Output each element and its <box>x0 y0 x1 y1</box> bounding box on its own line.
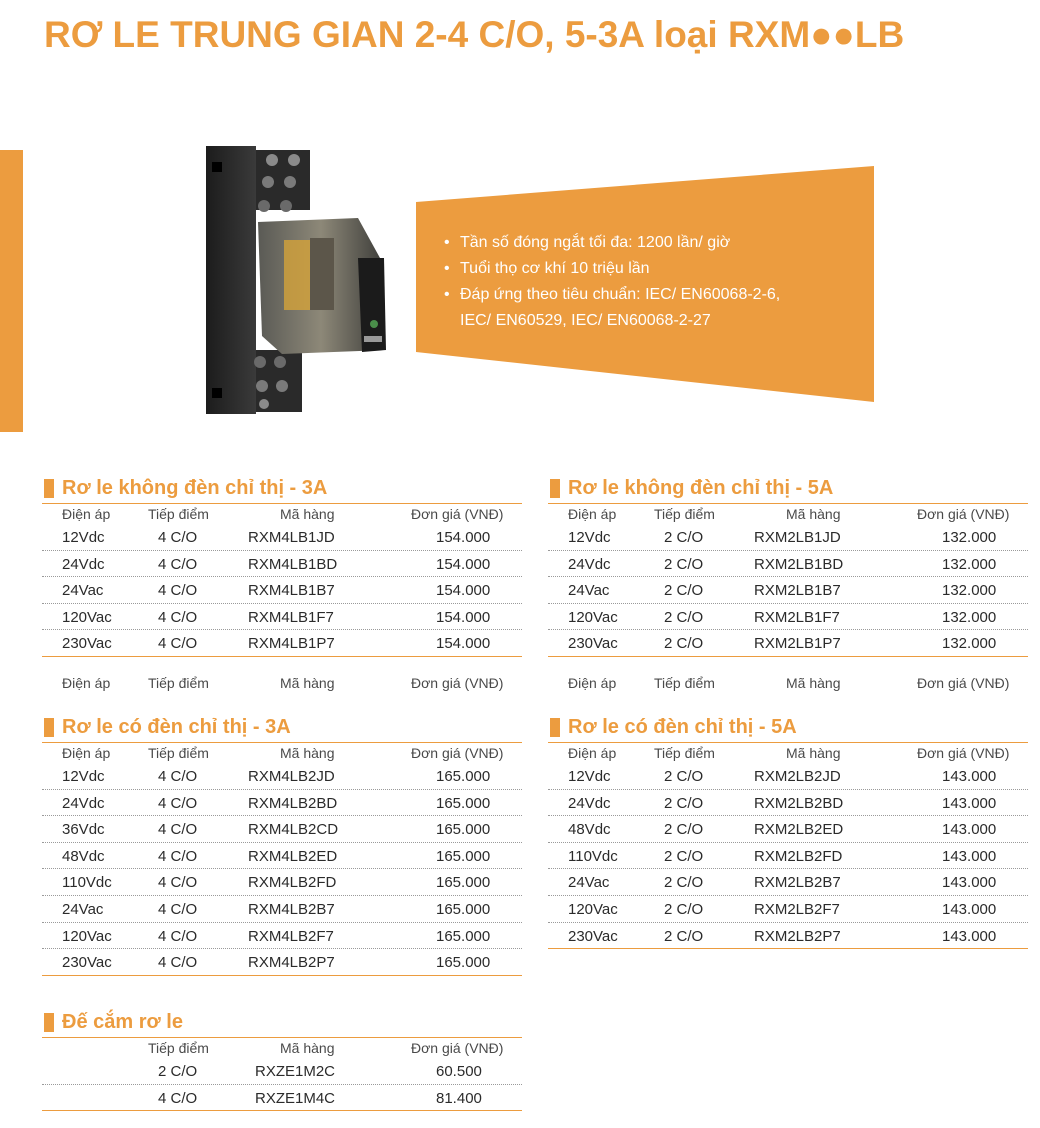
relay-product-image <box>198 140 394 420</box>
voltage-cell: 12Vdc <box>568 768 611 785</box>
side-accent-bar <box>0 150 23 432</box>
voltage-cell: 24Vac <box>62 900 104 918</box>
table-row <box>548 923 1028 950</box>
table-row <box>548 843 1028 870</box>
contacts-cell: 2 C/O <box>664 635 704 653</box>
voltage-cell: 48Vdc <box>568 821 611 839</box>
price-cell: 165.000 <box>436 768 491 785</box>
table-row <box>548 896 1028 923</box>
code-cell: RXM4LB1B7 <box>248 582 335 600</box>
code-cell: RXM2LB1F7 <box>754 608 840 626</box>
voltage-cell: 230Vac <box>62 635 112 653</box>
table-header: Điện áp Tiếp điểm Mã hàng Đơn giá (VNĐ) <box>62 745 504 761</box>
contacts-cell: 4 C/O <box>158 794 198 812</box>
price-cell: 60.500 <box>436 1063 482 1080</box>
code-cell: RXM4LB1F7 <box>248 608 334 626</box>
feature-item: • Đáp ứng theo tiêu chuẩn: IEC/ EN60068-2-6, <box>444 282 780 308</box>
code-cell: RXM2LB1BD <box>754 555 844 573</box>
section-heading: Rơ le có đèn chỉ thị - 3A <box>42 715 522 739</box>
table-body <box>42 1058 522 1111</box>
section-marker <box>44 718 54 737</box>
voltage-cell: 120Vac <box>568 608 618 626</box>
code-cell: RXM2LB2JD <box>754 768 841 785</box>
table-body <box>548 524 1028 657</box>
contacts-cell: 4 C/O <box>158 1089 198 1107</box>
table-row <box>42 524 522 551</box>
table-header: Tiếp điểm Mã hàng Đơn giá (VNĐ) <box>148 1040 504 1056</box>
table-row <box>548 577 1028 604</box>
code-cell: RXM4LB1P7 <box>248 635 335 653</box>
contacts-cell: 2 C/O <box>664 847 704 865</box>
table-row <box>548 524 1028 551</box>
table-socket <box>42 1010 522 1111</box>
contacts-cell: 2 C/O <box>664 555 704 573</box>
price-cell: 154.000 <box>436 608 491 626</box>
price-cell: 132.000 <box>942 608 997 626</box>
contacts-cell: 2 C/O <box>664 794 704 812</box>
price-cell: 154.000 <box>436 529 491 546</box>
table-led-3a <box>42 715 522 976</box>
voltage-cell: 120Vac <box>62 608 112 626</box>
contacts-cell: 2 C/O <box>664 874 704 892</box>
voltage-cell: 110Vdc <box>568 847 618 865</box>
table-row <box>42 869 522 896</box>
table-led-5a <box>548 715 1028 949</box>
table-row <box>42 630 522 657</box>
price-cell: 143.000 <box>942 900 997 918</box>
price-cell: 154.000 <box>436 582 491 600</box>
price-cell: 143.000 <box>942 768 997 785</box>
table-row <box>42 843 522 870</box>
code-cell: RXM2LB2P7 <box>754 927 841 945</box>
contacts-cell: 2 C/O <box>664 900 704 918</box>
code-cell: RXM4LB2F7 <box>248 927 334 945</box>
section-heading: Rơ le không đèn chỉ thị - 5A <box>548 476 1028 500</box>
table-header: Điện áp Tiếp điểm Mã hàng Đơn giá (VNĐ) <box>62 675 504 691</box>
contacts-cell: 4 C/O <box>158 635 198 653</box>
contacts-cell: 4 C/O <box>158 821 198 839</box>
table-row <box>42 551 522 578</box>
feature-item-continued: IEC/ EN60529, IEC/ EN60068-2-27 <box>460 312 711 329</box>
table-body <box>42 524 522 657</box>
table-row <box>42 923 522 950</box>
page-title: RƠ LE TRUNG GIAN 2-4 C/O, 5-3A loại RXM●●LB <box>44 14 905 55</box>
contacts-cell: 4 C/O <box>158 874 198 892</box>
price-cell: 143.000 <box>942 794 997 812</box>
features-banner <box>416 166 876 402</box>
code-cell: RXM2LB2F7 <box>754 900 840 918</box>
table-no-led-5a <box>548 476 1028 657</box>
price-cell: 154.000 <box>436 555 491 573</box>
code-cell: RXM4LB1BD <box>248 555 338 573</box>
voltage-cell: 24Vdc <box>568 794 611 812</box>
table-row <box>42 1085 522 1112</box>
contacts-cell: 2 C/O <box>664 582 704 600</box>
contacts-cell: 4 C/O <box>158 927 198 945</box>
voltage-cell: 36Vdc <box>62 821 105 839</box>
table-row <box>42 790 522 817</box>
table-header: Điện áp Tiếp điểm Mã hàng Đơn giá (VNĐ) <box>568 506 1010 522</box>
contacts-cell: 2 C/O <box>664 529 704 546</box>
table-row <box>548 604 1028 631</box>
table-row <box>42 604 522 631</box>
features-list <box>444 230 780 334</box>
code-cell: RXM4LB2ED <box>248 847 338 865</box>
table-body <box>42 763 522 976</box>
code-cell: RXM4LB2P7 <box>248 954 335 972</box>
table-header: Điện áp Tiếp điểm Mã hàng Đơn giá (VNĐ) <box>568 745 1010 761</box>
code-cell: RXM2LB1JD <box>754 529 841 546</box>
contacts-cell: 4 C/O <box>158 582 198 600</box>
contacts-cell: 4 C/O <box>158 847 198 865</box>
contacts-cell: 4 C/O <box>158 954 198 972</box>
voltage-cell: 230Vac <box>62 954 112 972</box>
table-row <box>548 630 1028 657</box>
contacts-cell: 2 C/O <box>664 768 704 785</box>
table-body <box>548 763 1028 949</box>
contacts-cell: 2 C/O <box>664 821 704 839</box>
bullet-icon: • <box>444 234 450 251</box>
price-cell: 143.000 <box>942 874 997 892</box>
bullet-icon: • <box>444 260 450 277</box>
price-cell: 165.000 <box>436 900 491 918</box>
section-heading: Rơ le không đèn chỉ thị - 3A <box>42 476 522 500</box>
contacts-cell: 4 C/O <box>158 900 198 918</box>
price-cell: 132.000 <box>942 529 997 546</box>
code-cell: RXM4LB2B7 <box>248 900 335 918</box>
price-cell: 165.000 <box>436 794 491 812</box>
contacts-cell: 4 C/O <box>158 768 198 785</box>
section-marker <box>550 479 560 498</box>
code-cell: RXM2LB2B7 <box>754 874 841 892</box>
price-cell: 81.400 <box>436 1089 482 1107</box>
voltage-cell: 24Vdc <box>62 794 105 812</box>
voltage-cell: 120Vac <box>62 927 112 945</box>
price-cell: 143.000 <box>942 927 997 945</box>
price-cell: 132.000 <box>942 635 997 653</box>
price-cell: 165.000 <box>436 927 491 945</box>
voltage-cell: 230Vac <box>568 635 618 653</box>
voltage-cell: 24Vdc <box>568 555 611 573</box>
price-cell: 165.000 <box>436 874 491 892</box>
table-row <box>42 577 522 604</box>
table-row <box>548 790 1028 817</box>
section-heading: Rơ le có đèn chỉ thị - 5A <box>548 715 1028 739</box>
section-marker <box>550 718 560 737</box>
bullet-icon: • <box>444 286 450 303</box>
price-cell: 154.000 <box>436 635 491 653</box>
price-cell: 165.000 <box>436 821 491 839</box>
code-cell: RXM2LB2BD <box>754 794 844 812</box>
table-row <box>42 816 522 843</box>
code-cell: RXM2LB1P7 <box>754 635 841 653</box>
table-row <box>42 1058 522 1085</box>
voltage-cell: 12Vdc <box>568 529 611 546</box>
price-cell: 165.000 <box>436 954 491 972</box>
code-cell: RXM4LB2BD <box>248 794 338 812</box>
contacts-cell: 2 C/O <box>158 1063 198 1080</box>
code-cell: RXM2LB2ED <box>754 821 844 839</box>
contacts-cell: 4 C/O <box>158 529 198 546</box>
contacts-cell: 2 C/O <box>664 608 704 626</box>
price-cell: 143.000 <box>942 847 997 865</box>
table-row <box>548 763 1028 790</box>
price-cell: 132.000 <box>942 582 997 600</box>
voltage-cell: 120Vac <box>568 900 618 918</box>
code-cell: RXZE1M2C <box>255 1063 336 1080</box>
voltage-cell: 24Vac <box>62 582 104 600</box>
price-cell: 132.000 <box>942 555 997 573</box>
voltage-cell: 24Vdc <box>62 555 105 573</box>
voltage-cell: 48Vdc <box>62 847 105 865</box>
voltage-cell: 24Vac <box>568 582 610 600</box>
code-cell: RXM2LB1B7 <box>754 582 841 600</box>
voltage-cell: 110Vdc <box>62 874 112 892</box>
code-cell: RXM4LB2JD <box>248 768 335 785</box>
feature-item: • Tần số đóng ngắt tối đa: 1200 lần/ giờ <box>444 230 780 256</box>
table-row <box>42 763 522 790</box>
section-marker <box>44 1013 54 1032</box>
contacts-cell: 4 C/O <box>158 555 198 573</box>
table-row <box>548 551 1028 578</box>
section-marker <box>44 479 54 498</box>
feature-item: • Tuổi thọ cơ khí 10 triệu lần <box>444 256 780 282</box>
contacts-cell: 4 C/O <box>158 608 198 626</box>
voltage-cell: 230Vac <box>568 927 618 945</box>
voltage-cell: 12Vdc <box>62 529 105 546</box>
table-row <box>548 869 1028 896</box>
contacts-cell: 2 C/O <box>664 927 704 945</box>
table-row <box>548 816 1028 843</box>
code-cell: RXM4LB1JD <box>248 529 335 546</box>
code-cell: RXM2LB2FD <box>754 847 843 865</box>
voltage-cell: 24Vac <box>568 874 610 892</box>
table-no-led-3a <box>42 476 522 657</box>
section-heading: Đế cắm rơ le <box>42 1010 522 1034</box>
code-cell: RXZE1M4C <box>255 1089 336 1107</box>
price-cell: 143.000 <box>942 821 997 839</box>
voltage-cell: 12Vdc <box>62 768 105 785</box>
code-cell: RXM4LB2CD <box>248 821 339 839</box>
code-cell: RXM4LB2FD <box>248 874 337 892</box>
table-row <box>42 949 522 976</box>
table-header: Điện áp Tiếp điểm Mã hàng Đơn giá (VNĐ) <box>568 675 1010 691</box>
table-row <box>42 896 522 923</box>
price-cell: 165.000 <box>436 847 491 865</box>
table-header: Điện áp Tiếp điểm Mã hàng Đơn giá (VNĐ) <box>62 506 504 522</box>
